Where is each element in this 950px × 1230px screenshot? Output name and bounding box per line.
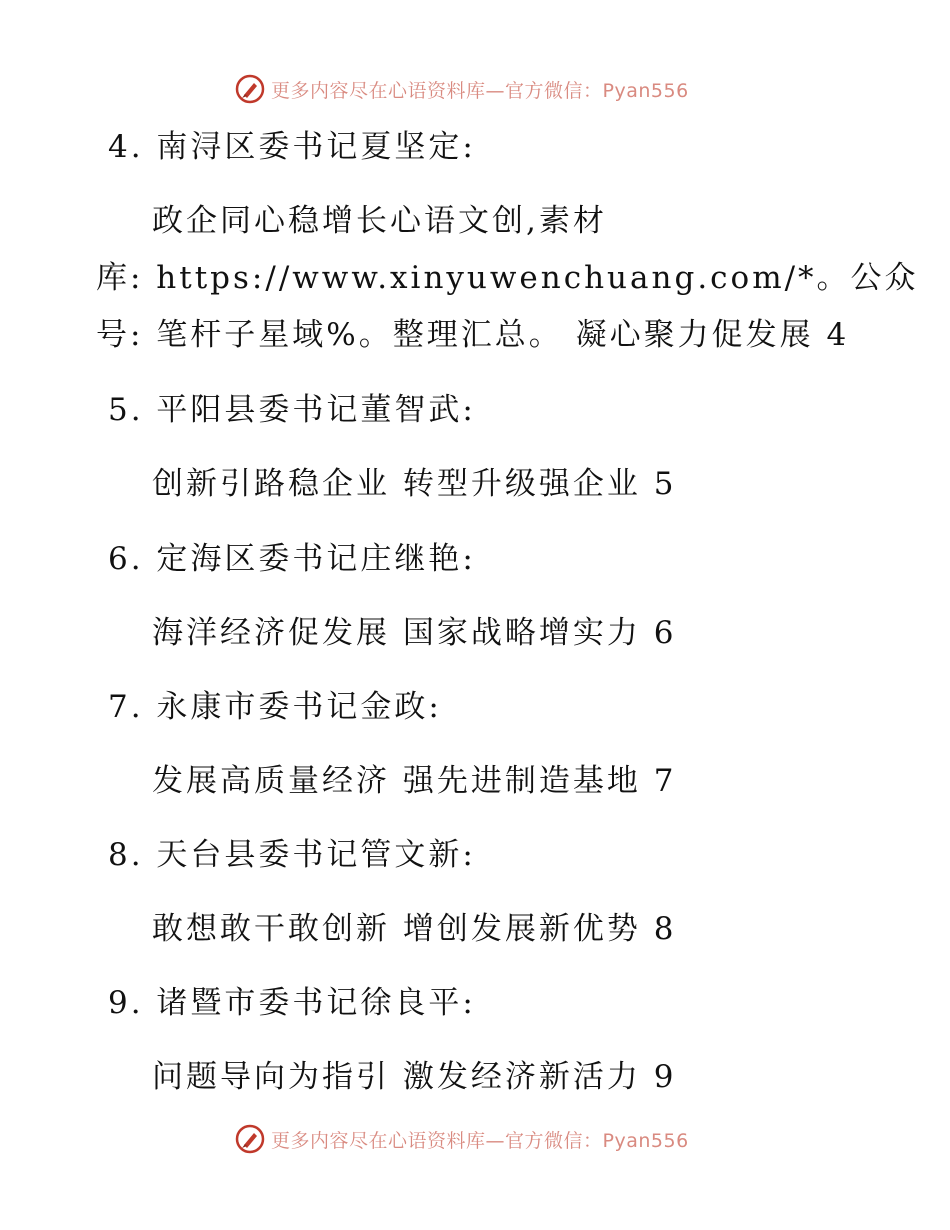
item-9-heading: 9. 诸暨市委书记徐良平: — [108, 985, 476, 1021]
item-6-line: 海洋经济促发展 国家战略增实力 6 — [152, 615, 677, 651]
item-5-heading: 5. 平阳县委书记董智武: — [108, 392, 476, 428]
item-7-line: 发展高质量经济 强先进制造基地 7 — [152, 763, 677, 799]
footer-watermark — [235, 1122, 689, 1156]
item-7-heading: 7. 永康市委书记金政: — [108, 689, 442, 725]
header-watermark — [235, 72, 689, 106]
item-4-line-1: 政企同心稳增长心语文创,素材 — [152, 203, 607, 239]
watermark-text: 更多内容尽在心语资料库—官方微信：Pyan556 — [271, 79, 689, 102]
item-4-line-2: 库: https://www.xinyuwenchuang.com/*。公众 — [96, 260, 919, 296]
item-6-heading: 6. 定海区委书记庄继艳: — [108, 541, 476, 577]
item-4-line-3: 号: 笔杆子星域%。整理汇总。 凝心聚力促发展 4 — [96, 317, 850, 353]
pen-logo-icon — [235, 74, 265, 104]
item-8-heading: 8. 天台县委书记管文新: — [108, 837, 476, 873]
item-5-line: 创新引路稳企业 转型升级强企业 5 — [152, 466, 677, 502]
item-9-line: 问题导向为指引 激发经济新活力 9 — [152, 1059, 677, 1095]
item-4-heading: 4. 南浔区委书记夏坚定: — [108, 129, 476, 165]
item-8-line: 敢想敢干敢创新 增创发展新优势 8 — [152, 911, 677, 947]
watermark-text: 更多内容尽在心语资料库—官方微信：Pyan556 — [271, 1129, 689, 1152]
pen-logo-icon — [235, 1124, 265, 1154]
